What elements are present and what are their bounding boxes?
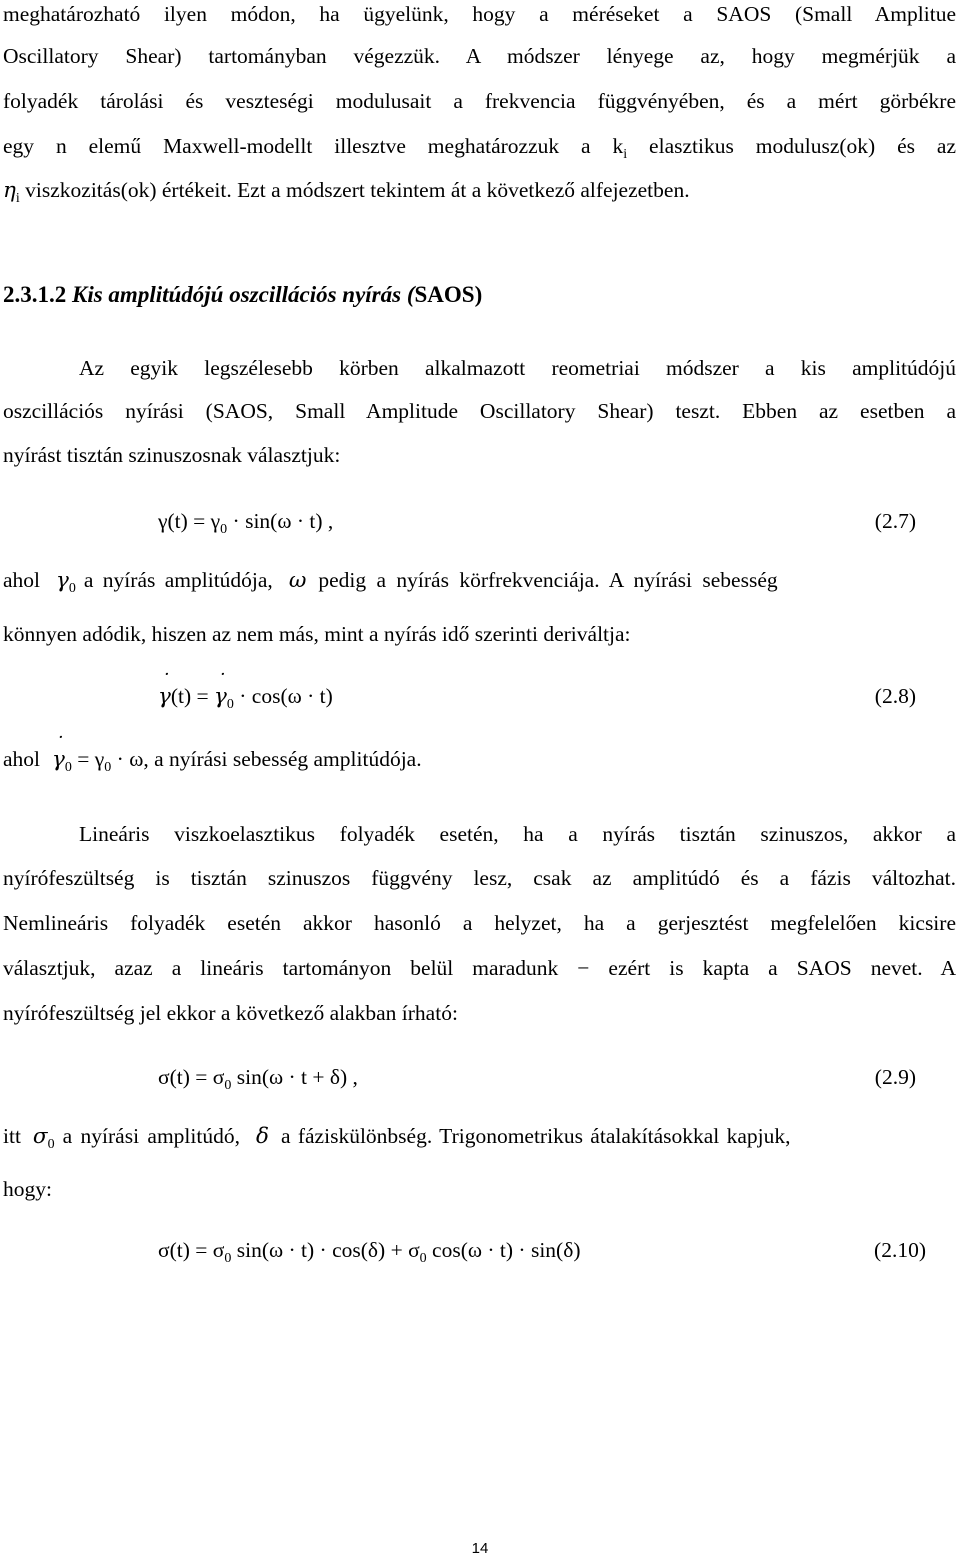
equation-2-10 — [158, 1235, 581, 1274]
equation-inline: = γ — [71, 747, 105, 771]
delta-symbol: δ — [255, 1124, 269, 1149]
equation-rhs: sin(ω · t + δ) , — [231, 1065, 358, 1089]
paragraph-5-line-2: nyírófeszültség is tisztán szinuszos függvény lesz, csak az amplitúdó és a fázis változhat. — [3, 866, 956, 890]
paragraph-4-line-1 — [3, 745, 956, 782]
equation-number-2-8: (2.8) — [874, 684, 916, 708]
paragraph-5-line-3: Nemlineáris folyadék esetén akkor hasonló a helyzet, ha a gerjesztést megfelelően kicsire — [3, 911, 956, 935]
subscript: 0 — [419, 1251, 427, 1266]
subscript: i — [623, 147, 628, 162]
subscript: 0 — [47, 1137, 55, 1152]
text-segment: ahol — [3, 568, 41, 592]
equation-lhs: (t) = — [170, 684, 215, 708]
paragraph-6-line-2: hogy: — [3, 1177, 52, 1201]
equation-2-7 — [158, 506, 333, 545]
paragraph-3-line-1 — [3, 566, 956, 603]
paragraph-2-line-2: oszcillációs nyírási (SAOS, Small Amplitude Oscillatory Shear) teszt. Ebben az esetben a — [3, 399, 956, 423]
sigma-symbol: σ — [32, 1124, 48, 1149]
subscript: 0 — [104, 760, 112, 775]
section-number: 2.3.1.2 — [3, 282, 72, 307]
equation-mid: sin(ω · t) · cos(δ) + σ — [231, 1238, 420, 1262]
text-segment: pedig a nyírás körfrekvenciája. A nyírási sebesség — [318, 568, 778, 592]
paragraph-5-line-4: választjuk, azaz a lineáris tartományon belül maradunk − ezért is kapta a SAOS nevet. A — [3, 956, 956, 980]
paragraph-2-line-3: nyírást tisztán szinuszosnak választjuk: — [3, 443, 341, 467]
equation-inline: · ω — [111, 747, 144, 771]
subscript: 0 — [224, 1251, 232, 1266]
gamma-dot-symbol: γ ˙ — [52, 746, 65, 774]
page-number: 14 — [471, 1540, 489, 1557]
eta-symbol: η — [3, 178, 16, 203]
text-segment: a fáziskülönbség. Trigonometrikus átalakításokkal kapjuk, — [280, 1124, 791, 1148]
equation-lhs: σ(t) = σ — [158, 1238, 225, 1262]
text-segment: itt — [3, 1124, 21, 1148]
text-segment: a nyírás amplitúdója, — [83, 568, 273, 592]
paragraph-1-line-3: folyadék tárolási és veszteségi modulusait a frekvencia függvényében, és a mért görbékre — [3, 89, 956, 113]
paragraph-5-line-1: Lineáris viszkoelasztikus folyadék esetén, ha a nyírás tisztán szinuszos, akkor a — [79, 822, 956, 846]
paragraph-5-line-5: nyírófeszültség jel ekkor a következő alakban írható: — [3, 1001, 458, 1025]
text-segment: egy n elemű Maxwell-modellt illesztve meghatározzuk a k — [3, 134, 624, 158]
subscript: i — [15, 191, 20, 206]
paragraph-1-line-4 — [3, 132, 956, 169]
equation-rhs: · cos(ω · t) — [233, 684, 333, 708]
subscript: 0 — [226, 697, 234, 712]
equation-rhs: cos(ω · t) · sin(δ) — [426, 1238, 581, 1262]
text-segment: a nyírási amplitúdó, — [62, 1124, 240, 1148]
paragraph-3-line-2: könnyen adódik, hiszen az nem más, mint a nyírás idő szerinti deriváltja: — [3, 622, 631, 646]
paragraph-1-line-2: Oscillatory Shear) tartományban végezzük. A módszer lényege az, hogy megmérjük a — [3, 44, 956, 68]
equation-rhs: · sin(ω · t) , — [227, 509, 334, 533]
subscript: 0 — [224, 1078, 232, 1093]
subscript: 0 — [68, 581, 76, 596]
paragraph-6-line-1 — [3, 1122, 956, 1159]
equation-number-2-9: (2.9) — [874, 1065, 916, 1089]
equation-number-2-10: (2.10) — [874, 1238, 926, 1262]
equation-2-9 — [158, 1062, 358, 1101]
text-segment: viszkozitás(ok) értékeit. Ezt a módszert tekintem át a következő alfejezetben. — [19, 178, 690, 202]
text-segment: , a nyírási sebesség amplitúdója. — [143, 747, 422, 771]
equation-2-8 — [158, 681, 333, 720]
text-segment: ahol — [3, 747, 41, 771]
subscript: 0 — [64, 760, 72, 775]
section-heading — [3, 280, 482, 310]
gamma-dot-symbol: γ ˙ — [158, 682, 171, 712]
gamma-symbol: γ — [56, 568, 69, 593]
paragraph-1-line-1: meghatározható ilyen módon, ha ügyelünk, hogy a méréseket a SAOS (Small Amplitue — [3, 2, 956, 26]
subscript: 0 — [220, 522, 228, 537]
paragraph-1-line-5 — [3, 176, 956, 213]
omega-symbol: ω — [288, 568, 307, 593]
text-segment: elasztikus modulusz(ok) és az — [627, 134, 956, 158]
paragraph-2-line-1: Az egyik legszélesebb körben alkalmazott reometriai módszer a kis amplitúdójú — [79, 356, 956, 380]
equation-lhs: γ(t) = γ — [158, 509, 221, 533]
section-title: Kis amplitúdójú oszcillációs nyírás ( — [72, 282, 415, 307]
section-abbreviation: SAOS) — [414, 282, 483, 307]
equation-number-2-7: (2.7) — [874, 509, 916, 533]
equation-lhs: σ(t) = σ — [158, 1065, 225, 1089]
gamma-dot-symbol: γ ˙ — [214, 682, 227, 712]
